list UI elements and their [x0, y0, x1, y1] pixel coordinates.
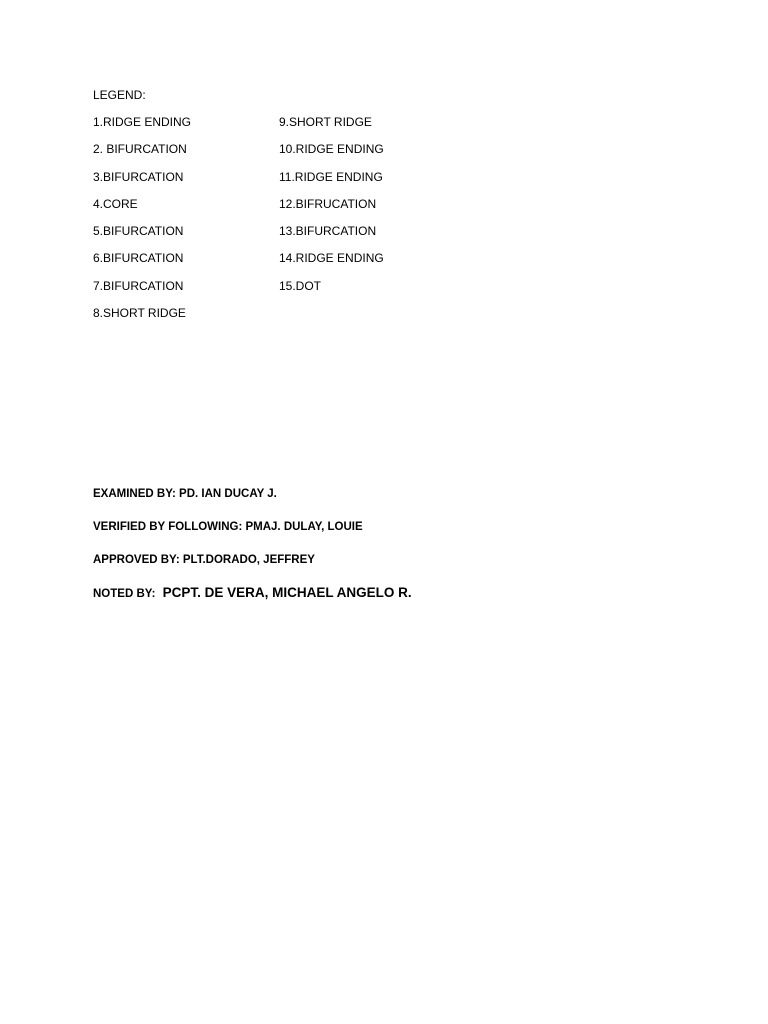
- verified-by-line: VERIFIED BY FOLLOWING: PMAJ. DULAY, LOUIE: [93, 521, 363, 533]
- legend-title: LEGEND:: [93, 88, 146, 102]
- legend-item: 6.BIFURCATION: [93, 251, 184, 266]
- examined-by-line: EXAMINED BY: PD. IAN DUCAY J.: [93, 488, 277, 500]
- legend-item: 10.RIDGE ENDING: [279, 142, 384, 157]
- legend-item: 1.RIDGE ENDING: [93, 115, 192, 129]
- legend-item: 9.SHORT RIDGE: [279, 115, 372, 129]
- legend-item: 14.RIDGE ENDING: [279, 251, 384, 266]
- legend-item: 5.BIFURCATION: [93, 224, 184, 239]
- noted-by-label: NOTED BY:: [93, 588, 156, 600]
- approved-by-line: APPROVED BY: PLT.DORADO, JEFFREY: [93, 554, 315, 566]
- legend-item: 3.BIFURCATION: [93, 169, 184, 184]
- legend-item: 13.BIFURCATION: [279, 224, 377, 239]
- legend-list-right: [279, 115, 384, 306]
- legend-item: 11.RIDGE ENDING: [279, 169, 383, 184]
- noted-by-line: [93, 585, 412, 602]
- legend-item: 8.SHORT RIDGE: [93, 306, 186, 321]
- legend-list-left: [93, 115, 191, 333]
- legend-item: 15.DOT: [279, 278, 322, 293]
- legend-item: 12.BIFRUCATION: [279, 196, 377, 211]
- legend-item: 2. BIFURCATION: [93, 142, 187, 157]
- legend-item: 4.CORE: [93, 196, 138, 211]
- noted-by-name: PCPT. DE VERA, MICHAEL ANGELO R.: [162, 585, 412, 600]
- legend-item: 7.BIFURCATION: [93, 278, 184, 293]
